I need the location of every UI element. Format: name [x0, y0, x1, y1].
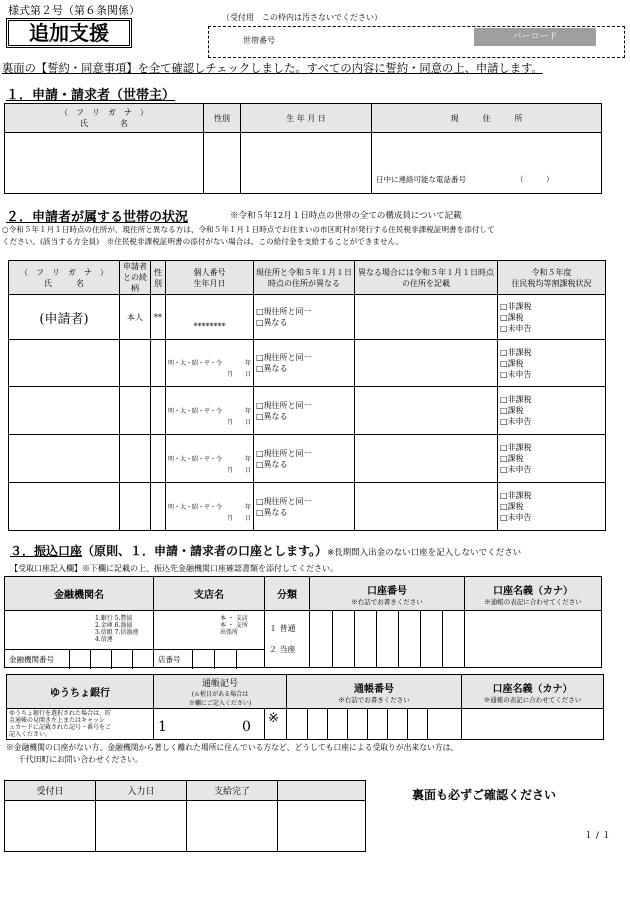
section2-heading: ２．申請者が属する世帯の状況	[6, 210, 189, 225]
option-diff-checkbox[interactable]: □異なる	[256, 364, 288, 373]
applicant-table	[4, 103, 602, 194]
sex-cell[interactable]	[151, 340, 166, 387]
symbol-digit-0: 0	[242, 719, 251, 735]
received-header: 受付日	[5, 781, 96, 801]
household-number-label: 世帯番号	[243, 36, 275, 45]
prior-address-cell[interactable]	[355, 435, 498, 483]
phone-label: 日中に連絡可能な電話番号	[376, 175, 466, 184]
section3-heading-note: ※長期間入出金のない口座を記入しないでください	[327, 548, 522, 558]
undeclared-checkbox[interactable]: □未申告	[500, 323, 532, 333]
undeclared-checkbox[interactable]: □未申告	[500, 465, 532, 474]
bank-code-label: 金融機関番号	[9, 655, 54, 664]
ordinary-option[interactable]: １ 普通	[269, 624, 296, 633]
address-same-options[interactable]	[254, 435, 355, 483]
digit-divider	[407, 709, 408, 739]
taxed-checkbox[interactable]: □課税	[500, 454, 524, 463]
digit-divider	[427, 709, 428, 739]
divider	[111, 650, 112, 669]
yucho-description	[7, 709, 154, 740]
day-label: 日	[244, 466, 251, 474]
digit-divider	[354, 611, 355, 667]
intro-statement: 裏面の【誓約・同意事項】を全て確認しチェックしました。すべての内容に誓約・同意の上、申請します。	[2, 62, 543, 75]
yucho-desc-line: ュカードに記載された記号・番号をご	[9, 724, 112, 731]
digit-divider	[367, 709, 368, 739]
branch-type-option: 出張所	[220, 629, 239, 636]
account-number-label: 口座番号	[367, 585, 407, 597]
undeclared-checkbox[interactable]: □未申告	[500, 513, 532, 522]
household-row	[9, 483, 606, 531]
sex-header: 性別	[204, 104, 241, 133]
day-label: 日	[244, 371, 251, 378]
day-label: 日	[244, 418, 251, 426]
sex-cell[interactable]	[151, 435, 166, 483]
month-label: 月	[226, 418, 233, 426]
received-cell[interactable]	[5, 801, 96, 852]
applicant-sex-cell[interactable]	[204, 133, 241, 194]
form-title: 追加支援	[6, 18, 132, 48]
divider	[214, 650, 215, 669]
digit-divider	[420, 611, 421, 667]
option-diff-checkbox[interactable]: □異なる	[256, 411, 288, 421]
era-label: 明・大・昭・平・令	[168, 503, 223, 511]
no-account-note-1: ※金融機関の口座がない方、金融機関から著しく離れた場所に住んでいる方など、どうしても口座による受取りが出来ない方は、	[6, 743, 459, 752]
tax-options[interactable]	[498, 387, 606, 435]
dob-header: 生 年 月 日	[241, 104, 372, 133]
holder-note: ※通帳の表記に合わせてください	[483, 695, 582, 704]
household-table	[8, 260, 606, 531]
passbook-number-cell[interactable]	[287, 709, 462, 740]
tax-options[interactable]	[498, 435, 606, 483]
digit-divider	[264, 709, 265, 739]
id-label: 個人番号	[193, 267, 226, 277]
yucho-desc-line: 金通帳の見開き左上またはキャッシ	[9, 717, 106, 724]
yucho-holder-header	[462, 675, 604, 709]
month-label: 月	[226, 466, 233, 474]
dob-cell[interactable]	[166, 483, 254, 531]
month-label: 月	[226, 514, 233, 522]
branch-code-row	[154, 649, 264, 669]
bank-type-option: 1.銀行 5.農協	[95, 615, 133, 622]
digit-divider	[327, 709, 328, 739]
option-same-checkbox[interactable]: □現住所と同一	[256, 400, 312, 410]
digit-divider	[307, 709, 308, 739]
furigana-label: （ フ リ ガ ナ ）	[20, 267, 108, 277]
section2-note-2: ください。(該当する方全員) ※住民税非課税証明書の添付がない場合は、この給付金を支給することができません。	[2, 237, 404, 246]
member-name-cell[interactable]	[9, 340, 120, 387]
year-label: 年	[244, 360, 251, 367]
section3-heading-rest: （原則、１．申請・請求者の口座とします。）	[82, 544, 328, 558]
form-number: 様式第２号（第６条関係）	[8, 4, 140, 17]
address-same-header: 現住所と令和５年１月１日時点の住所が異なる	[254, 261, 355, 295]
relation-self: 本人	[120, 295, 151, 340]
relation-cell[interactable]	[120, 483, 151, 531]
passbook-note-2: ※欄にご記入ください)	[188, 700, 252, 707]
page-number: １ / １	[584, 831, 611, 841]
paid-header: 支給完了	[187, 781, 278, 801]
dob-label: 生年月日	[193, 278, 226, 288]
address-same-options[interactable]	[254, 340, 355, 387]
passbook-symbol-label: 通帳記号	[201, 679, 238, 689]
paid-cell[interactable]	[187, 801, 278, 852]
address-same-options[interactable]	[254, 295, 355, 340]
no-account-note-2: 千代田町にお問い合わせください。	[18, 755, 143, 764]
dob-cell[interactable]	[166, 340, 254, 387]
blank-cell[interactable]	[278, 801, 366, 852]
option-same-checkbox[interactable]: □現住所と同一	[256, 448, 312, 458]
section3-subnote: 【受取口座記入欄】※下欄に記載の上、振込先金融機関口座確認書類を添付してください。	[10, 564, 338, 573]
household-row	[9, 387, 606, 435]
name-label: 氏 名	[80, 119, 128, 128]
branch-type-list	[220, 615, 248, 636]
holder-note: ※通帳の表記に合わせてください	[484, 597, 582, 606]
name-label: 氏 名	[44, 278, 84, 288]
section2-note-1: ○令和５年１月１日時点の住所が、現住所と異なる方は、令和５年１月１日時点でお住まいの市区町村が発行する住民税非課税証明書を添付して	[2, 225, 495, 234]
year-label: 年	[244, 503, 251, 511]
holder-header	[465, 577, 602, 611]
yucho-holder-cell[interactable]	[462, 709, 604, 740]
category-header: 分類	[265, 577, 310, 611]
sex-cell[interactable]	[151, 483, 166, 531]
holder-label: 口座名義（カナ）	[492, 683, 573, 695]
relation-header: 申請者との続柄	[120, 261, 151, 295]
section2-heading-note: ※令和５年12月１日時点の世帯の全ての構成員について記載	[230, 211, 462, 221]
id-mask: ********	[166, 295, 254, 340]
digit-divider	[398, 611, 399, 667]
passbook-number-header	[287, 675, 462, 709]
bank-name-header: 金融機関名	[5, 577, 154, 611]
sex-mask: **	[151, 295, 166, 340]
bank-name-cell[interactable]	[5, 611, 154, 668]
tax-options[interactable]	[498, 340, 606, 387]
member-name-cell[interactable]	[9, 483, 120, 531]
branch-name-cell[interactable]	[154, 611, 265, 668]
blank-header	[278, 781, 366, 801]
tax-options[interactable]	[498, 295, 606, 340]
digit-divider	[332, 611, 333, 667]
category-cell[interactable]	[265, 611, 310, 668]
prior-address-cell[interactable]	[355, 340, 498, 387]
furigana-label: （ フ リ ガ ナ ）	[60, 108, 148, 117]
holder-label: 口座名義（カナ）	[493, 585, 573, 597]
address-same-options[interactable]	[254, 483, 355, 531]
holder-cell[interactable]	[465, 611, 602, 668]
section1-heading: １．申請・請求者（世帯主）	[6, 88, 176, 103]
prior-address-cell[interactable]	[355, 387, 498, 435]
applicant-marker: (申請者)	[9, 295, 120, 340]
dob-cell[interactable]	[166, 435, 254, 483]
yucho-header: ゆうちょ銀行	[7, 675, 154, 709]
entered-header: 入力日	[96, 781, 187, 801]
divider	[236, 650, 237, 669]
year-label: 年	[244, 407, 251, 415]
section3-heading: ３．振込口座	[10, 544, 83, 558]
era-label: 明・大・昭・平・令	[168, 455, 223, 463]
phone-paren: （ ）	[516, 175, 554, 184]
tax-exempt-checkbox[interactable]: □非課税	[500, 443, 532, 452]
account-number-note: ※右詰でお書きください	[351, 597, 423, 606]
relation-cell[interactable]	[120, 340, 151, 387]
relation-cell[interactable]	[120, 435, 151, 483]
taxed-checkbox[interactable]: □課税	[500, 312, 524, 322]
branch-type-option: 本 ・ 支店	[220, 615, 248, 622]
address-header: 現 住 所	[372, 104, 602, 133]
divider	[90, 650, 91, 669]
back-side-note: 裏面も必ずご確認ください	[412, 788, 557, 802]
relation-cell[interactable]	[120, 387, 151, 435]
divider	[192, 650, 193, 669]
barcode-placeholder: バーコード	[474, 28, 596, 46]
bank-code-row	[5, 649, 153, 669]
undeclared-checkbox[interactable]: □未申告	[500, 369, 532, 379]
household-row	[9, 340, 606, 387]
prior-address-cell[interactable]	[355, 295, 498, 340]
member-name-cell[interactable]	[9, 435, 120, 483]
option-diff-checkbox[interactable]: □異なる	[256, 318, 288, 327]
year-label: 年	[244, 455, 251, 463]
bank-type-option: 2.金庫 6.漁協	[95, 622, 133, 629]
sixth-digit-mark: ※	[268, 711, 279, 726]
member-name-header	[9, 261, 120, 295]
office-use-table	[4, 780, 366, 852]
passbook-symbol-header	[154, 675, 287, 709]
section3-heading-wrap	[10, 542, 521, 559]
sex-cell[interactable]	[151, 387, 166, 435]
option-same-checkbox[interactable]: □現住所と同一	[256, 353, 312, 362]
month-label: 月	[226, 371, 233, 378]
option-diff-checkbox[interactable]: □異なる	[256, 507, 288, 517]
digit-divider	[387, 709, 388, 739]
bank-type-option: 4.信連	[95, 636, 113, 643]
applicant-address-cell[interactable]	[372, 133, 602, 194]
bank-type-list	[95, 615, 138, 643]
option-same-checkbox[interactable]: □現住所と同一	[256, 307, 312, 316]
reception-note: （受付用 この枠内は汚さないでください）	[222, 13, 382, 22]
branch-type-option: 本 ・ 支所	[220, 622, 248, 629]
digit-divider	[442, 611, 443, 667]
passbook-symbol-cell[interactable]	[154, 709, 287, 740]
tax-options[interactable]	[498, 483, 606, 531]
current-option[interactable]: ２ 当座	[269, 645, 296, 654]
symbol-digit-1: 1	[158, 719, 167, 735]
account-number-header	[310, 577, 465, 611]
passbook-number-label: 通帳番号	[354, 683, 394, 695]
option-diff-checkbox[interactable]: □異なる	[256, 459, 288, 469]
entered-cell[interactable]	[96, 801, 187, 852]
branch-name-header: 支店名	[154, 577, 265, 611]
tax-header	[498, 261, 606, 295]
era-label: 明・大・昭・平・令	[168, 407, 223, 415]
household-row	[9, 295, 606, 340]
option-same-checkbox[interactable]: □現住所と同一	[256, 496, 312, 506]
day-label: 日	[244, 514, 251, 522]
address-same-options[interactable]	[254, 387, 355, 435]
tax-exempt-checkbox[interactable]: □非課税	[500, 491, 532, 500]
address-diff-header: 異なる場合には令和５年１月１日時点の住所を記載	[355, 261, 498, 295]
yucho-table	[6, 674, 604, 740]
tax-exempt-checkbox[interactable]: □非課税	[500, 301, 532, 311]
account-number-cell[interactable]	[310, 611, 465, 668]
digit-divider	[347, 709, 348, 739]
era-label: 明・大・昭・平・令	[168, 360, 223, 367]
digit-divider	[376, 611, 377, 667]
bank-type-option: 3.信組 7.信漁連	[95, 629, 139, 636]
member-name-cell[interactable]	[9, 387, 120, 435]
prior-address-cell[interactable]	[355, 483, 498, 531]
passbook-note-1: (６桁目がある場合は	[191, 691, 249, 698]
yucho-desc-line: ゆうちょ銀行を選択された場合は、貯	[9, 710, 112, 717]
taxed-checkbox[interactable]: □課税	[500, 358, 524, 368]
taxed-checkbox[interactable]: □課税	[500, 502, 524, 511]
divider	[69, 650, 70, 669]
dob-cell[interactable]	[166, 387, 254, 435]
household-row	[9, 435, 606, 483]
yucho-desc-line: 記入ください。	[9, 731, 52, 738]
tax-exempt-checkbox[interactable]: □非課税	[500, 347, 532, 357]
undeclared-checkbox[interactable]: □未申告	[500, 417, 532, 426]
passbook-number-note: ※右詰でお書きください	[338, 695, 410, 704]
taxed-checkbox[interactable]: □課税	[500, 406, 524, 415]
tax-label: 住民税均等割課税状況	[511, 278, 592, 288]
applicant-dob-cell[interactable]	[241, 133, 372, 194]
applicant-name-cell[interactable]	[5, 133, 204, 194]
sex-header: 性別	[151, 261, 166, 295]
branch-code-label: 店番号	[158, 655, 181, 664]
applicant-name-header	[5, 104, 204, 133]
divider	[132, 650, 133, 669]
tax-exempt-checkbox[interactable]: □非課税	[500, 395, 532, 404]
tax-year-label: 令和５年度	[531, 267, 572, 277]
id-dob-header	[166, 261, 254, 295]
bank-table	[4, 576, 602, 668]
